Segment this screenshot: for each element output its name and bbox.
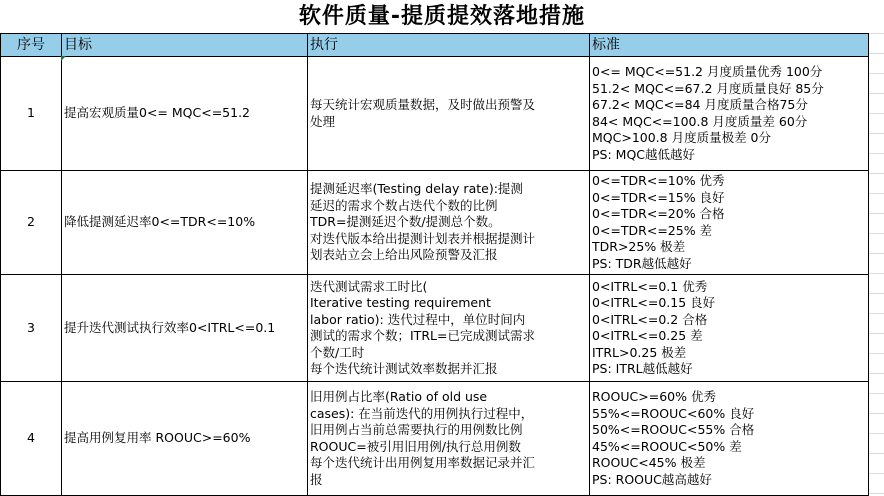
cell-no[interactable]: 4: [1, 382, 62, 496]
cell-standard[interactable]: [590, 275, 869, 382]
cell-action[interactable]: [308, 171, 590, 275]
standard-line: TDR>25% 极差: [592, 239, 686, 254]
action-line: 每天统计宏观质量数据，及时做出预警及: [310, 97, 536, 112]
measures-table: [0, 33, 869, 496]
standard-line: 51.2< MQC<=67.2 月度质量良好 85分: [592, 80, 824, 96]
header-no[interactable]: 序号: [1, 34, 62, 57]
header-standard[interactable]: 标准: [590, 34, 869, 57]
cell-standard[interactable]: [590, 171, 869, 275]
standard-line: 0<=TDR<=15% 良好: [592, 189, 725, 205]
standard-line: 0<=TDR<=25% 差: [592, 222, 713, 238]
action-line: 处理: [310, 113, 336, 129]
table-row: [1, 275, 869, 382]
standard-line: 0<=TDR<=10% 优秀: [592, 173, 725, 188]
cell-standard[interactable]: [590, 57, 869, 171]
action-line: 旧用例占比率(Ratio of old use: [310, 389, 488, 404]
standard-line: MQC>100.8 月度质量极差 0分: [592, 130, 772, 145]
standard-line: 0<=TDR<=20% 合格: [592, 206, 725, 221]
cell-action[interactable]: [308, 275, 590, 382]
standard-line: ITRL>0.25 极差: [592, 344, 687, 360]
action-line: 延迟的需求个数占迭代个数的比例: [310, 197, 498, 213]
cell-goal[interactable]: 提高宏观质量0<= MQC<=51.2: [62, 57, 308, 171]
action-line: Iterative testing requirement: [310, 295, 491, 310]
action-line: 划表站立会上给出风险预警及汇报: [310, 247, 498, 263]
cell-goal[interactable]: 提升迭代测试执行效率0<ITRL<=0.1: [62, 275, 308, 382]
action-line: ROOUC=被引用旧用例/执行总用例数: [310, 438, 521, 454]
standard-line: 0<ITRL<=0.1 优秀: [592, 278, 708, 294]
standard-line: PS: ITRL越低越好: [592, 361, 693, 376]
header-action[interactable]: 执行: [308, 34, 590, 57]
standard-line: PS: ROOUC越高越好: [592, 471, 712, 487]
header-row: [1, 34, 869, 57]
action-line: 每个迭代统计测试效率数据并汇报: [310, 361, 498, 376]
cell-no[interactable]: 2: [1, 171, 62, 275]
action-line: 提测延迟率(Testing delay rate):提测: [310, 181, 523, 197]
action-line: TDR=提测延迟个数/提测总个数。: [310, 214, 501, 230]
action-line: 测试的需求个数；ITRL=已完成测试需求: [310, 328, 535, 343]
action-line: 对迭代版本给出提测计划表并根据提测计: [310, 230, 536, 246]
action-line: 个数/工时: [310, 344, 365, 360]
standard-line: 0<ITRL<=0.25 差: [592, 328, 703, 343]
standard-line: 67.2< MQC<=84 月度质量合格75分: [592, 97, 808, 112]
standard-line: ROOUC<45% 极差: [592, 455, 706, 470]
action-line: labor ratio): 迭代过程中，单位时间内: [310, 311, 526, 327]
header-goal[interactable]: 目标: [62, 34, 308, 57]
action-line: 旧用例占当前总需要执行的用例数比例: [310, 422, 523, 437]
standard-line: 0<= MQC<=51.2 月度质量优秀 100分: [592, 64, 823, 79]
comment-indicator: [61, 56, 66, 61]
action-line: 报: [310, 471, 323, 487]
standard-line: 55%<=ROOUC<60% 良好: [592, 405, 755, 421]
table-row: [1, 57, 869, 171]
standard-line: PS: TDR越低越好: [592, 255, 692, 271]
standard-line: 0<ITRL<=0.15 良好: [592, 295, 716, 310]
action-line: cases): 在当前迭代的用例执行过程中，: [310, 405, 534, 421]
action-line: 每个迭代统计出用例复用率数据记录并汇: [310, 455, 536, 470]
cell-no[interactable]: 3: [1, 275, 62, 382]
action-line: 迭代测试需求工时比(: [310, 278, 428, 294]
table-row: [1, 171, 869, 275]
standard-line: 50%<=ROOUC<55% 合格: [592, 422, 755, 437]
cell-action[interactable]: [308, 382, 590, 496]
cell-action[interactable]: [308, 57, 590, 171]
standard-line: ROOUC>=60% 优秀: [592, 389, 716, 404]
standard-line: 45%<=ROOUC<50% 差: [592, 438, 742, 454]
cell-goal[interactable]: 提高用例复用率 ROOUC>=60%: [62, 382, 308, 496]
cell-goal[interactable]: 降低提测延迟率0<=TDR<=10%: [62, 171, 308, 275]
cell-standard[interactable]: [590, 382, 869, 496]
standard-line: PS: MQC越低越好: [592, 146, 696, 162]
cell-no[interactable]: 1: [1, 57, 62, 171]
table-row: [1, 382, 869, 496]
standard-line: 0<ITRL<=0.2 合格: [592, 311, 708, 327]
empty-grid-columns: [868, 33, 884, 496]
sheet-title: 软件质量-提质提效落地措施: [0, 0, 884, 34]
standard-line: 84< MQC<=100.8 月度质量差 60分: [592, 113, 808, 129]
